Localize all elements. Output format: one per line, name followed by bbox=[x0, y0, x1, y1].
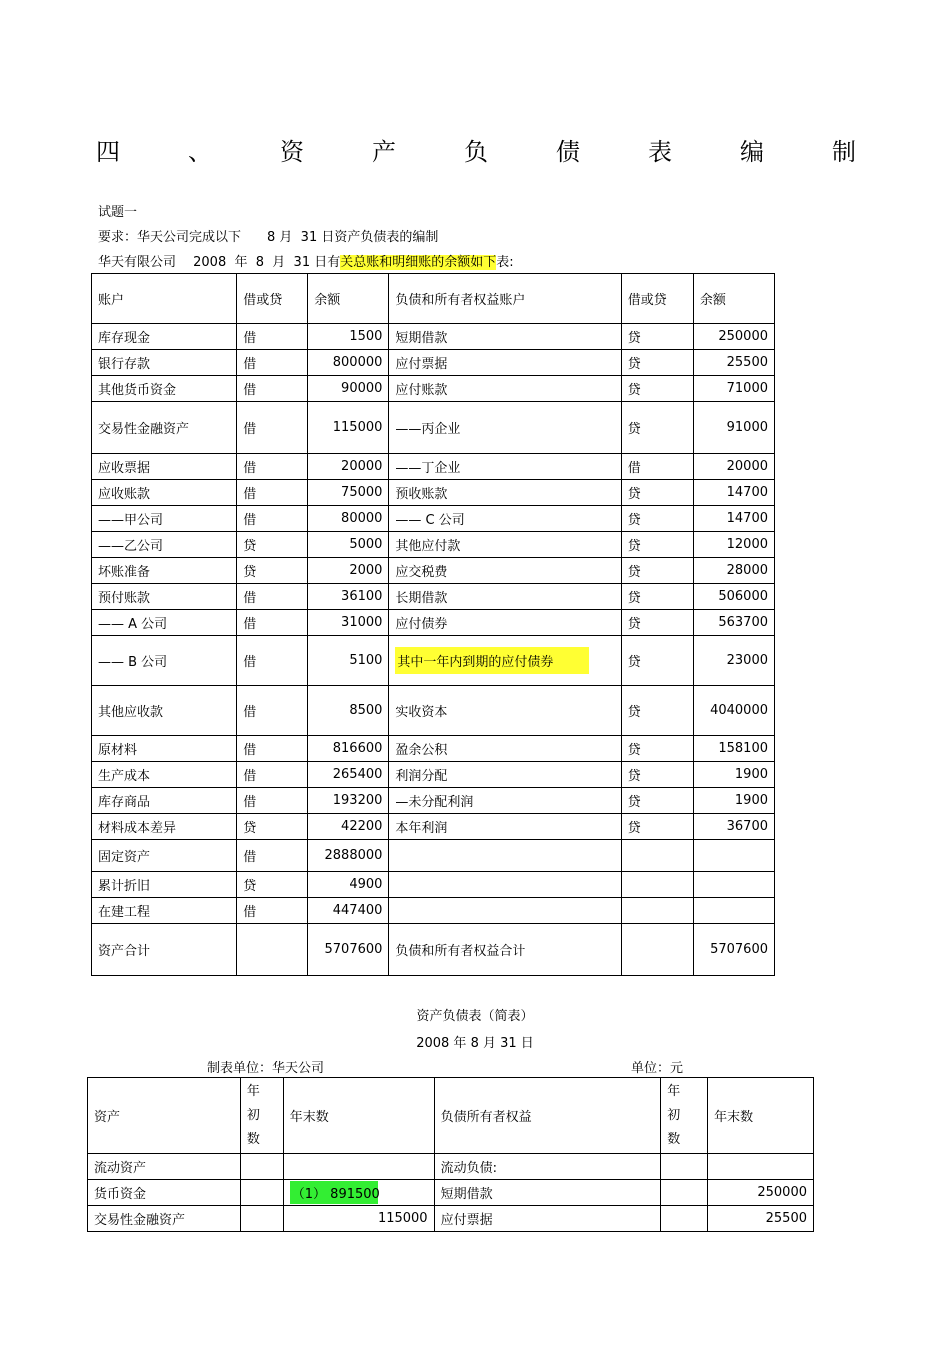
ledger-cell: 库存现金 bbox=[92, 324, 237, 350]
ledger-cell: 借 bbox=[237, 350, 308, 376]
ledger-cell: 借 bbox=[237, 898, 308, 924]
ledger-cell: 71000 bbox=[693, 376, 774, 402]
ledger-cell: —— B 公司 bbox=[92, 636, 237, 686]
ledger-cell: 563700 bbox=[693, 610, 774, 636]
ledger-cell: 应收账款 bbox=[92, 480, 237, 506]
title-char: 产 bbox=[372, 138, 396, 166]
ledger-row bbox=[92, 814, 775, 840]
balance-sheet-table bbox=[87, 1077, 814, 1232]
ledger-cell bbox=[389, 840, 621, 872]
header-begin-char: 数 bbox=[246, 1131, 260, 1147]
page-title bbox=[96, 132, 856, 167]
ledger-cell bbox=[621, 840, 693, 872]
ledger-row bbox=[92, 376, 775, 402]
ledger-cell: 贷 bbox=[621, 532, 693, 558]
ledger-cell: 贷 bbox=[621, 350, 693, 376]
ledger-cell: 借 bbox=[237, 840, 308, 872]
balance-sheet-cell: 货币资金 bbox=[88, 1180, 241, 1206]
ledger-cell: 25500 bbox=[693, 350, 774, 376]
ledger-cell: —— A 公司 bbox=[92, 610, 237, 636]
ledger-cell: 材料成本差异 bbox=[92, 814, 237, 840]
ledger-cell: 贷 bbox=[621, 506, 693, 532]
ledger-cell bbox=[693, 840, 774, 872]
ledger-cell: 36100 bbox=[308, 584, 389, 610]
ledger-header-cell: 账户 bbox=[92, 274, 237, 324]
ledger-cell: 应交税费 bbox=[389, 558, 621, 584]
ledger-cell: ——丁企业 bbox=[389, 454, 621, 480]
ledger-cell: 借 bbox=[237, 788, 308, 814]
balance-sheet-cell bbox=[661, 1154, 708, 1180]
ledger-cell: 4900 bbox=[308, 872, 389, 898]
highlighted-answer: （1） 891500 bbox=[290, 1181, 378, 1204]
ledger-cell: 借 bbox=[237, 376, 308, 402]
ledger-cell: 14700 bbox=[693, 480, 774, 506]
ledger-cell: 盈余公积 bbox=[389, 736, 621, 762]
ledger-cell: 资产合计 bbox=[92, 924, 237, 976]
ledger-cell: 长期借款 bbox=[389, 584, 621, 610]
ledger-cell: 265400 bbox=[308, 762, 389, 788]
ledger-cell bbox=[389, 636, 621, 686]
ledger-cell: 银行存款 bbox=[92, 350, 237, 376]
ledger-cell: 贷 bbox=[237, 872, 308, 898]
ledger-cell: 506000 bbox=[693, 584, 774, 610]
ledger-cell: 坏账准备 bbox=[92, 558, 237, 584]
balance-sheet-cell bbox=[240, 1206, 283, 1232]
ledger-cell: 预付账款 bbox=[92, 584, 237, 610]
ledger-cell: 158100 bbox=[693, 736, 774, 762]
ledger-cell: 库存商品 bbox=[92, 788, 237, 814]
ledger-cell: 借 bbox=[237, 636, 308, 686]
ledger-cell: —— C 公司 bbox=[389, 506, 621, 532]
ledger-cell: 42200 bbox=[308, 814, 389, 840]
ledger-cell: 贷 bbox=[621, 610, 693, 636]
ledger-cell: 负债和所有者权益合计 bbox=[389, 924, 621, 976]
title-char: 四 bbox=[96, 138, 120, 166]
ledger-cell: 本年利润 bbox=[389, 814, 621, 840]
ledger-cell bbox=[693, 872, 774, 898]
header-begin-char: 数 bbox=[667, 1131, 681, 1147]
ledger-row bbox=[92, 788, 775, 814]
ledger-cell: 贷 bbox=[621, 480, 693, 506]
ledger-cell: 1900 bbox=[693, 788, 774, 814]
ledger-cell: 应付账款 bbox=[389, 376, 621, 402]
ledger-cell bbox=[389, 898, 621, 924]
ledger-cell: 816600 bbox=[308, 736, 389, 762]
header-liability: 负债所有者权益 bbox=[434, 1078, 661, 1154]
ledger-cell bbox=[621, 872, 693, 898]
balance-sheet-cell bbox=[661, 1180, 708, 1206]
balance-sheet-cell: 115000 bbox=[283, 1206, 434, 1232]
ledger-cell: ——乙公司 bbox=[92, 532, 237, 558]
ledger-row bbox=[92, 736, 775, 762]
ledger-cell: 贷 bbox=[621, 584, 693, 610]
ledger-row bbox=[92, 610, 775, 636]
ledger-cell: 36700 bbox=[693, 814, 774, 840]
title-char: 、 bbox=[188, 138, 212, 166]
ledger-row bbox=[92, 840, 775, 872]
highlighted-account: 其中一年内到期的应付债券 bbox=[395, 647, 589, 674]
ledger-cell: 应付债券 bbox=[389, 610, 621, 636]
header-end-right: 年末数 bbox=[708, 1078, 814, 1154]
ledger-cell: 贷 bbox=[621, 376, 693, 402]
ledger-cell: 91000 bbox=[693, 402, 774, 454]
ledger-cell: 1900 bbox=[693, 762, 774, 788]
ledger-cell: 23000 bbox=[693, 636, 774, 686]
ledger-row bbox=[92, 636, 775, 686]
ledger-cell: 其他应收款 bbox=[92, 686, 237, 736]
ledger-cell: 借 bbox=[237, 762, 308, 788]
balance-sheet-cell: 短期借款 bbox=[434, 1180, 661, 1206]
balance-sheet-row bbox=[88, 1154, 814, 1180]
title-char: 表 bbox=[648, 138, 672, 166]
title-char: 制 bbox=[832, 138, 856, 166]
balance-sheet-date: 2008 年 8 月 31 日 bbox=[416, 1036, 534, 1051]
ledger-cell: 贷 bbox=[621, 762, 693, 788]
ledger-cell: 实收资本 bbox=[389, 686, 621, 736]
header-end: 年末数 bbox=[283, 1078, 434, 1154]
ledger-cell: 28000 bbox=[693, 558, 774, 584]
ledger-cell: 借 bbox=[621, 454, 693, 480]
ledger-cell: 应收票据 bbox=[92, 454, 237, 480]
ledger-cell: 借 bbox=[237, 736, 308, 762]
ledger-cell: 其他应付款 bbox=[389, 532, 621, 558]
ledger-cell: 交易性金融资产 bbox=[92, 402, 237, 454]
ledger-cell: 5100 bbox=[308, 636, 389, 686]
ledger-cell: 贷 bbox=[621, 324, 693, 350]
title-char: 负 bbox=[464, 138, 488, 166]
ledger-cell bbox=[237, 924, 308, 976]
ledger-cell: 20000 bbox=[308, 454, 389, 480]
ledger-cell: 贷 bbox=[237, 558, 308, 584]
exam-intro bbox=[98, 251, 514, 270]
ledger-cell: ——甲公司 bbox=[92, 506, 237, 532]
balance-sheet-cell bbox=[283, 1180, 434, 1206]
header-begin-right bbox=[661, 1078, 708, 1154]
header-begin-char: 年 bbox=[246, 1083, 260, 1099]
balance-sheet-cell bbox=[283, 1154, 434, 1180]
ledger-cell: 20000 bbox=[693, 454, 774, 480]
ledger-cell: ——丙企业 bbox=[389, 402, 621, 454]
ledger-cell: —未分配利润 bbox=[389, 788, 621, 814]
ledger-header-cell: 余额 bbox=[308, 274, 389, 324]
balance-sheet-cell: 应付票据 bbox=[434, 1206, 661, 1232]
ledger-cell: 2000 bbox=[308, 558, 389, 584]
balance-sheet-cell: 流动资产 bbox=[88, 1154, 241, 1180]
intro-highlight: 关总账和明细账的余额如下 bbox=[340, 255, 497, 270]
ledger-header-cell: 借或贷 bbox=[237, 274, 308, 324]
ledger-cell: 90000 bbox=[308, 376, 389, 402]
balance-sheet-cell: 25500 bbox=[708, 1206, 814, 1232]
ledger-cell: 4040000 bbox=[693, 686, 774, 736]
ledger-cell bbox=[621, 898, 693, 924]
header-asset: 资产 bbox=[88, 1078, 241, 1154]
ledger-cell: 生产成本 bbox=[92, 762, 237, 788]
ledger-row bbox=[92, 480, 775, 506]
ledger-cell: 贷 bbox=[621, 814, 693, 840]
ledger-cell: 75000 bbox=[308, 480, 389, 506]
ledger-cell: 80000 bbox=[308, 506, 389, 532]
ledger-cell: 5707600 bbox=[308, 924, 389, 976]
ledger-row bbox=[92, 898, 775, 924]
ledger-cell: 14700 bbox=[693, 506, 774, 532]
ledger-table bbox=[91, 273, 775, 976]
ledger-header-row bbox=[92, 274, 775, 324]
ledger-cell: 借 bbox=[237, 686, 308, 736]
ledger-cell: 应付票据 bbox=[389, 350, 621, 376]
header-begin-char: 初 bbox=[667, 1107, 681, 1123]
header-begin-char: 年 bbox=[667, 1083, 681, 1099]
ledger-row bbox=[92, 584, 775, 610]
ledger-cell: 借 bbox=[237, 480, 308, 506]
ledger-cell: 其他货币资金 bbox=[92, 376, 237, 402]
balance-sheet-header-row bbox=[88, 1078, 814, 1154]
balance-sheet-unit-left: 制表单位：华天公司 bbox=[207, 1061, 325, 1076]
ledger-cell: 利润分配 bbox=[389, 762, 621, 788]
balance-sheet-title: 资产负债表（简表） bbox=[416, 1009, 534, 1024]
ledger-cell: 贷 bbox=[621, 686, 693, 736]
ledger-cell: 贷 bbox=[237, 814, 308, 840]
ledger-cell: 250000 bbox=[693, 324, 774, 350]
ledger-cell: 8500 bbox=[308, 686, 389, 736]
ledger-cell: 短期借款 bbox=[389, 324, 621, 350]
balance-sheet-cell bbox=[240, 1154, 283, 1180]
ledger-header-cell: 借或贷 bbox=[621, 274, 693, 324]
ledger-header-cell: 余额 bbox=[693, 274, 774, 324]
ledger-row bbox=[92, 872, 775, 898]
ledger-row bbox=[92, 506, 775, 532]
ledger-row bbox=[92, 762, 775, 788]
ledger-cell bbox=[389, 872, 621, 898]
ledger-cell: 贷 bbox=[621, 558, 693, 584]
ledger-cell: 贷 bbox=[621, 636, 693, 686]
intro-suffix: 表: bbox=[496, 255, 514, 270]
ledger-cell: 31000 bbox=[308, 610, 389, 636]
ledger-header-cell: 负债和所有者权益账户 bbox=[389, 274, 621, 324]
ledger-cell: 累计折旧 bbox=[92, 872, 237, 898]
ledger-cell: 原材料 bbox=[92, 736, 237, 762]
ledger-row bbox=[92, 686, 775, 736]
ledger-cell: 193200 bbox=[308, 788, 389, 814]
ledger-row bbox=[92, 532, 775, 558]
title-char: 资 bbox=[280, 138, 304, 166]
title-char: 编 bbox=[740, 138, 764, 166]
ledger-row bbox=[92, 454, 775, 480]
ledger-cell: 800000 bbox=[308, 350, 389, 376]
ledger-row bbox=[92, 558, 775, 584]
ledger-cell: 借 bbox=[237, 324, 308, 350]
balance-sheet-cell bbox=[240, 1180, 283, 1206]
balance-sheet-unit-right: 单位：元 bbox=[631, 1061, 684, 1076]
ledger-cell: 1500 bbox=[308, 324, 389, 350]
ledger-cell: 115000 bbox=[308, 402, 389, 454]
ledger-cell: 预收账款 bbox=[389, 480, 621, 506]
ledger-cell: 贷 bbox=[621, 402, 693, 454]
ledger-row bbox=[92, 324, 775, 350]
balance-sheet-cell: 流动负债: bbox=[434, 1154, 661, 1180]
ledger-row bbox=[92, 924, 775, 976]
ledger-cell: 5000 bbox=[308, 532, 389, 558]
ledger-cell: 借 bbox=[237, 584, 308, 610]
ledger-row bbox=[92, 402, 775, 454]
ledger-cell: 借 bbox=[237, 454, 308, 480]
ledger-cell: 5707600 bbox=[693, 924, 774, 976]
ledger-cell: 2888000 bbox=[308, 840, 389, 872]
exam-label: 试题一 bbox=[98, 205, 138, 220]
title-char: 债 bbox=[556, 138, 580, 166]
ledger-cell: 借 bbox=[237, 610, 308, 636]
ledger-cell: 贷 bbox=[237, 532, 308, 558]
intro-text: 华天有限公司 2008 年 8 月 31 日有 bbox=[98, 255, 341, 270]
balance-sheet-cell bbox=[661, 1206, 708, 1232]
exam-requirement: 要求：华天公司完成以下 8 月 31 日资产负债表的编制 bbox=[98, 230, 439, 245]
ledger-cell: 借 bbox=[237, 402, 308, 454]
balance-sheet-cell bbox=[708, 1154, 814, 1180]
ledger-cell bbox=[693, 898, 774, 924]
header-begin-char: 初 bbox=[246, 1107, 260, 1123]
ledger-cell: 贷 bbox=[621, 788, 693, 814]
ledger-cell: 固定资产 bbox=[92, 840, 237, 872]
ledger-cell: 借 bbox=[237, 506, 308, 532]
ledger-cell: 12000 bbox=[693, 532, 774, 558]
ledger-cell: 贷 bbox=[621, 736, 693, 762]
balance-sheet-cell: 250000 bbox=[708, 1180, 814, 1206]
ledger-cell: 在建工程 bbox=[92, 898, 237, 924]
balance-sheet-row bbox=[88, 1180, 814, 1206]
ledger-row bbox=[92, 350, 775, 376]
balance-sheet-cell: 交易性金融资产 bbox=[88, 1206, 241, 1232]
ledger-cell bbox=[621, 924, 693, 976]
header-begin bbox=[240, 1078, 283, 1154]
balance-sheet-row bbox=[88, 1206, 814, 1232]
ledger-cell: 447400 bbox=[308, 898, 389, 924]
